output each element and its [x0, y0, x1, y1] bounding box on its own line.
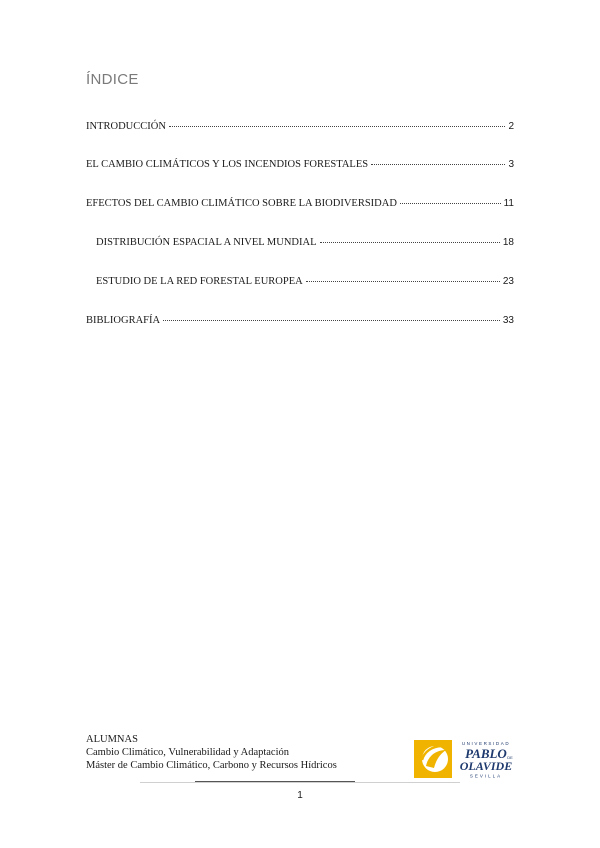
toc-entry-bibliografia[interactable]	[86, 315, 514, 326]
footer-text	[86, 733, 337, 772]
toc-entry-incendios[interactable]	[86, 159, 514, 170]
toc-entry-page: 3	[508, 159, 514, 170]
dot-leader	[169, 126, 506, 127]
toc-entry-biodiversidad[interactable]	[86, 198, 514, 209]
logo-top-text: UNIVERSIDAD	[461, 741, 511, 746]
dot-leader	[306, 281, 500, 282]
toc-entry-page: 33	[502, 315, 514, 326]
toc-entry-red-forestal[interactable]	[96, 276, 514, 287]
logo-connector: DE	[507, 755, 513, 760]
toc-entry-distribucion[interactable]	[96, 237, 514, 248]
university-logo	[414, 738, 520, 780]
dot-leader	[400, 203, 501, 204]
toc-title: ÍNDICE	[86, 71, 139, 88]
dot-leader	[163, 320, 500, 321]
footer-line-master: Máster de Cambio Climático, Carbono y Recursos Hídricos	[86, 760, 337, 771]
toc-entry-label: DISTRIBUCIÓN ESPACIAL A NIVEL MUNDIAL	[96, 237, 317, 248]
footer-line-alumnas: ALUMNAS	[86, 734, 138, 745]
logo-name-line1: PABLO	[465, 746, 507, 761]
toc-entry-label: BIBLIOGRAFÍA	[86, 315, 161, 326]
footer-divider	[140, 782, 460, 783]
toc-entry-label: EL CAMBIO CLIMÁTICOS Y LOS INCENDIOS FORESTALES	[86, 159, 369, 170]
toc-entry-label: ESTUDIO DE LA RED FORESTAL EUROPEA	[96, 276, 303, 287]
dot-leader	[371, 164, 505, 165]
toc-entry-introduccion[interactable]	[86, 121, 514, 132]
toc-entry-page: 2	[508, 121, 514, 132]
page-number: 1	[297, 790, 303, 801]
dot-leader	[320, 242, 500, 243]
logo-bottom-text: SEVILLA	[469, 773, 503, 779]
toc-entry-label: INTRODUCCIÓN	[86, 121, 166, 132]
toc-entry-page: 23	[502, 276, 514, 287]
footer-line-course: Cambio Climático, Vulnerabilidad y Adaptación	[86, 747, 290, 758]
toc-entry-page: 11	[503, 198, 514, 209]
footer-divider-accent	[195, 781, 355, 782]
toc-entry-page: 18	[502, 237, 514, 248]
logo-name-line2: OLAVIDE	[459, 759, 513, 773]
toc-entry-label: EFECTOS DEL CAMBIO CLIMÁTICO SOBRE LA BIODIVERSIDAD	[86, 198, 397, 209]
